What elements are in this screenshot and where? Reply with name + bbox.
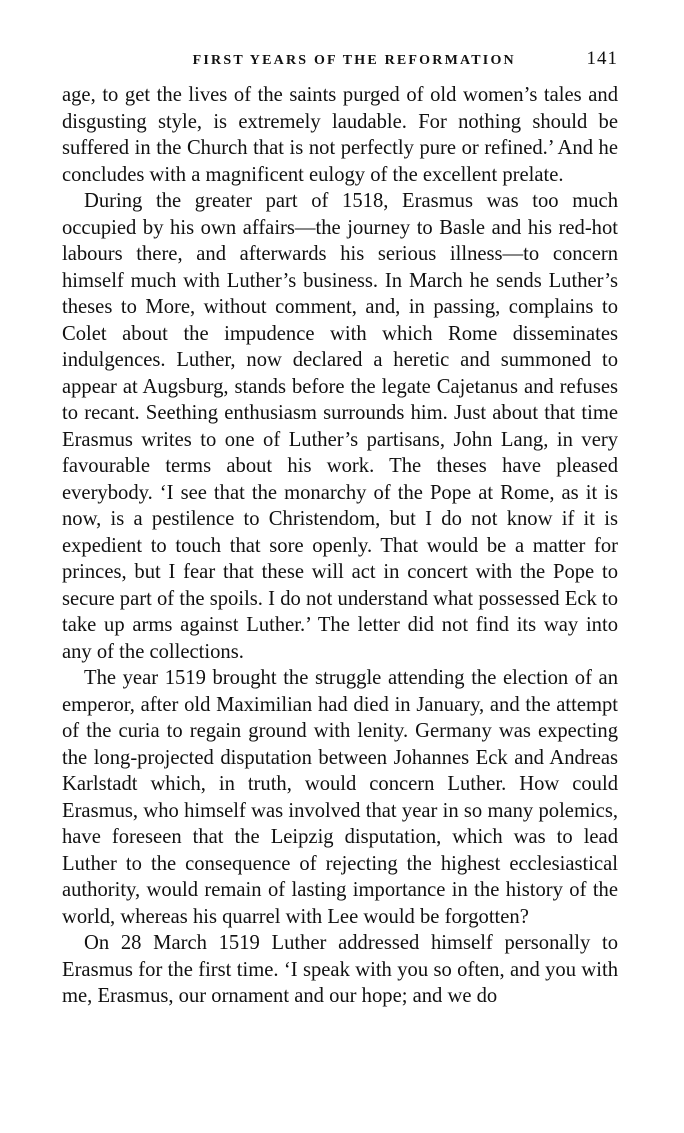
running-head bbox=[62, 48, 618, 78]
paragraph-continued: age, to get the lives of the saints purged of old women’s tales and disgusting style, is extremely laudable. For nothing should be suffered in the Church that is not perfectly pure or refined.’ And he concludes with a magnificent eulogy of the excellent prelate. bbox=[62, 84, 618, 186]
book-page bbox=[62, 48, 618, 1010]
body-text bbox=[62, 82, 618, 1010]
paragraph-1518: During the greater part of 1518, Erasmus was too much occupied by his own affairs—the journey to Basle and his red-hot labours there, and afterwards his serious illness—to concern himself much with Luther’s business. In March he sends Luther’s theses to More, without comment, and, in passing, complains to Colet about the impudence with which Rome disseminates indulgences. Luther, now declared a heretic and summoned to appear at Augsburg, stands before the legate Cajetanus and refuses to recant. Seething enthusiasm surrounds him. Just about that time Erasmus writes to one of Luther’s partisans, John Lang, in very favourable terms about his work. The theses have pleased everybody. ‘I see that the monarchy of the Pope at Rome, as it is now, is a pestilence to Christendom, but I do not know if it is expedient to touch that sore openly. That would be a matter for princes, but I fear that these will act in concert with the Pope to secure part of the spoils. I do not understand what possessed Eck to take up arms against Luther.’ The letter did not find its way into any of the collections. bbox=[62, 190, 618, 663]
page-number: 141 bbox=[586, 48, 618, 69]
paragraph-1519: The year 1519 brought the struggle attending the election of an emperor, after old Maximilian had died in January, and the attempt of the curia to regain ground with lenity. Germany was expecting the long-projected disputation between Johannes Eck and Andreas Karlstadt which, in truth, would concern Luther. How could Erasmus, who himself was involved that year in so many polemics, have foreseen that the Leipzig disputation, which was to lead Luther to the consequence of rejecting the highest ecclesiastical authority, would remain of lasting importance in the history of the world, whereas his quarrel with Lee would be forgotten? bbox=[62, 667, 618, 928]
paragraph-luther-letter: On 28 March 1519 Luther addressed himself personally to Erasmus for the first time. ‘I speak with you so often, and you with me, Erasmus, our ornament and our hope; and we do bbox=[62, 932, 618, 1007]
running-title: FIRST YEARS OF THE REFORMATION bbox=[192, 53, 516, 68]
